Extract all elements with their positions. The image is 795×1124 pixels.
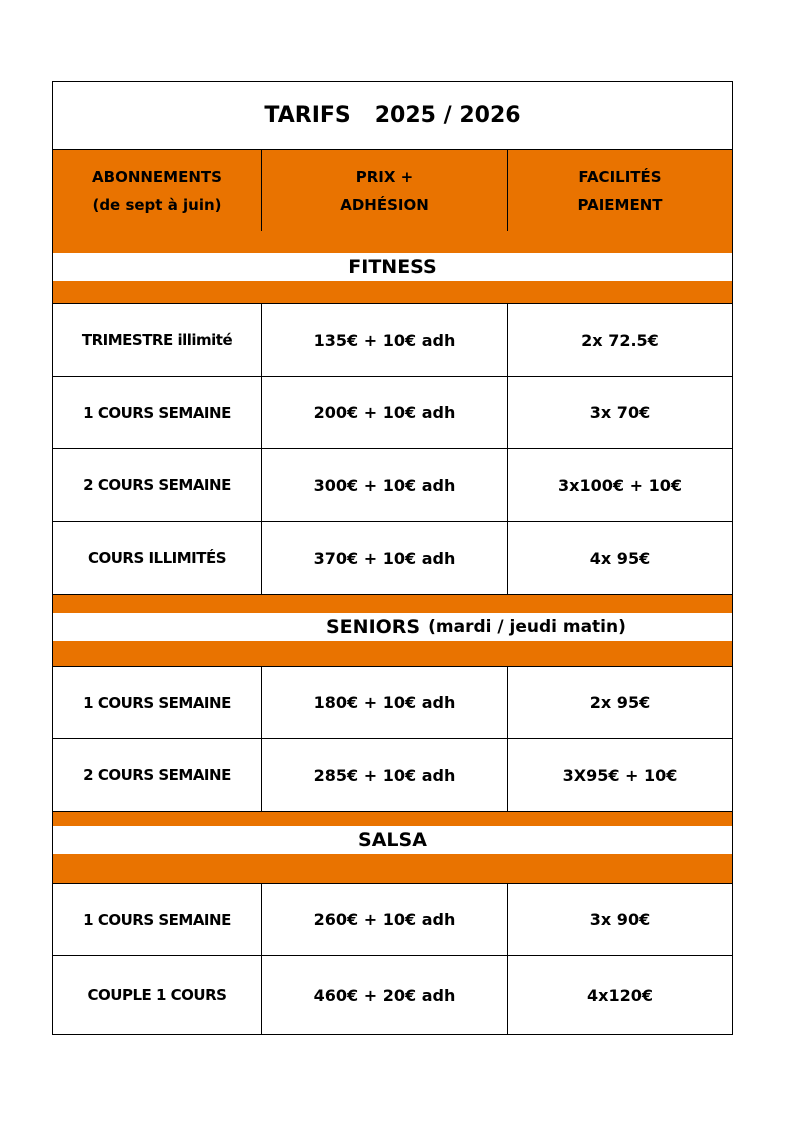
section-band bbox=[53, 641, 732, 666]
title-season: 2025 / 2026 bbox=[374, 103, 521, 128]
header-facilites-line2: PAIEMENT bbox=[577, 195, 663, 214]
table-row bbox=[53, 666, 732, 738]
cell-abonnement: 1 COURS SEMAINE bbox=[83, 693, 231, 712]
header-facilites-line1: FACILITÉS bbox=[578, 167, 662, 186]
section-band bbox=[53, 281, 732, 303]
cell-facilite: 3X95€ + 10€ bbox=[507, 739, 732, 811]
cell-abonnement: COURS ILLIMITÉS bbox=[87, 549, 227, 567]
cell-prix: 200€ + 10€ adh bbox=[261, 377, 507, 448]
cell-prix: 460€ + 20€ adh bbox=[261, 956, 507, 1034]
table-row bbox=[53, 738, 732, 811]
cell-facilite: 3x 70€ bbox=[507, 377, 732, 448]
cell-abonnement: 2 COURS SEMAINE bbox=[83, 766, 231, 784]
section-band bbox=[53, 854, 732, 883]
cell-abonnement: 2 COURS SEMAINE bbox=[83, 476, 231, 494]
header-prix-line2: ADHÉSION bbox=[340, 195, 429, 214]
section-band bbox=[53, 231, 732, 253]
cell-prix: 300€ + 10€ adh bbox=[261, 449, 507, 521]
cell-prix: 260€ + 10€ adh bbox=[261, 884, 507, 955]
table-row bbox=[53, 521, 732, 594]
header-prix bbox=[261, 150, 507, 231]
cell-facilite: 2x 95€ bbox=[507, 667, 732, 738]
table-row bbox=[53, 955, 732, 1034]
cell-prix: 180€ + 10€ adh bbox=[261, 667, 507, 738]
cell-prix: 135€ + 10€ adh bbox=[261, 304, 507, 376]
section-title-seniors bbox=[53, 613, 732, 641]
cell-prix: 370€ + 10€ adh bbox=[261, 522, 507, 594]
cell-facilite: 4x 95€ bbox=[507, 522, 732, 594]
header-prix-line1: PRIX + bbox=[355, 167, 414, 186]
cell-prix: 285€ + 10€ adh bbox=[261, 739, 507, 811]
section-band bbox=[53, 811, 732, 826]
cell-abonnement: TRIMESTRE illimité bbox=[81, 331, 233, 349]
title-label: TARIFS bbox=[264, 103, 351, 128]
header-facilites bbox=[507, 150, 732, 231]
cell-abonnement: 1 COURS SEMAINE bbox=[83, 910, 231, 929]
cell-facilite: 4x120€ bbox=[507, 956, 732, 1034]
tarifs-table bbox=[52, 81, 733, 1035]
table-row bbox=[53, 376, 732, 448]
cell-abonnement: 1 COURS SEMAINE bbox=[83, 403, 231, 422]
table-title bbox=[53, 82, 732, 150]
section-name: SENIORS bbox=[326, 616, 421, 638]
cell-facilite: 3x100€ + 10€ bbox=[507, 449, 732, 521]
cell-facilite: 2x 72.5€ bbox=[507, 304, 732, 376]
section-note: (mardi / jeudi matin) bbox=[428, 617, 626, 637]
table-row bbox=[53, 883, 732, 955]
section-name: FITNESS bbox=[348, 256, 437, 278]
section-name: SALSA bbox=[358, 829, 427, 851]
header-abonnements bbox=[53, 150, 261, 231]
table-header bbox=[53, 150, 732, 231]
header-abonnements-line2: (de sept à juin) bbox=[92, 195, 222, 214]
section-title-salsa bbox=[53, 826, 732, 854]
section-band bbox=[53, 594, 732, 613]
table-row bbox=[53, 303, 732, 376]
table-row bbox=[53, 448, 732, 521]
cell-facilite: 3x 90€ bbox=[507, 884, 732, 955]
cell-abonnement: COUPLE 1 COURS bbox=[87, 986, 227, 1004]
header-abonnements-line1: ABONNEMENTS bbox=[92, 167, 222, 186]
section-title-fitness bbox=[53, 253, 732, 281]
